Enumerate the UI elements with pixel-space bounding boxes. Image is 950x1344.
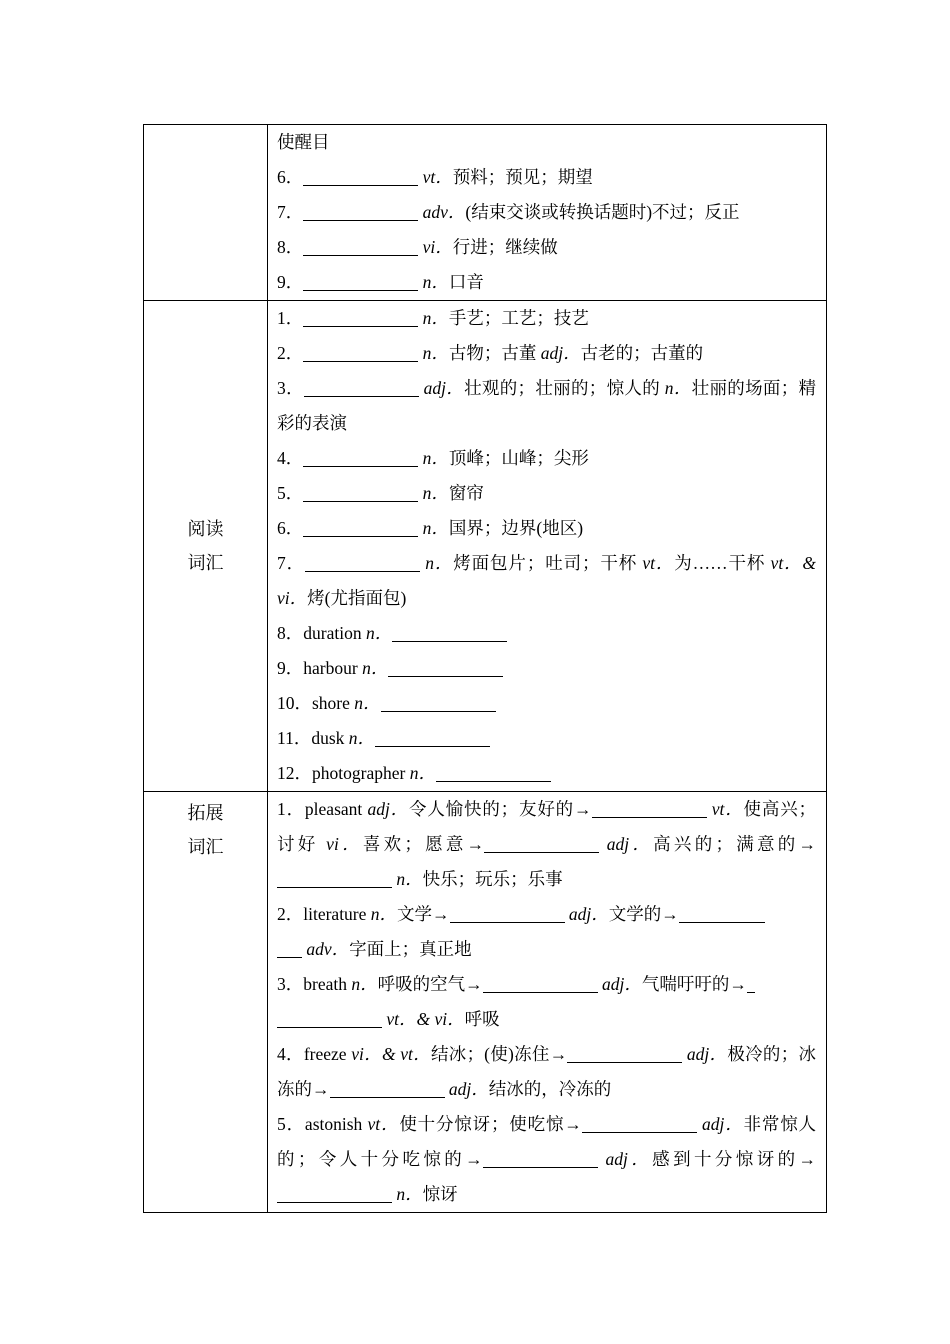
answer-blank[interactable] [450,902,565,922]
category-cell [144,125,268,301]
answer-blank[interactable] [303,235,418,255]
list-item: 9． n．口音 [277,272,484,292]
list-item: 1．pleasant adj．令人愉快的；友好的→ vt．使高兴；讨好 vi．喜欢；愿意→ adj．高兴的；满意的→ n．快乐；玩乐；乐事 [277,799,817,889]
list-item: 6． n．国界；边界(地区) [277,518,584,538]
answer-blank[interactable] [305,551,420,571]
answer-blank[interactable] [381,691,496,711]
answer-blank[interactable] [567,1042,682,1062]
list-item: 5． n．窗帘 [277,483,484,503]
list-item: 使醒目 [277,132,330,152]
list-item: 8． vi．行进；继续做 [277,237,558,257]
answer-blank[interactable] [303,306,418,326]
answer-blank[interactable] [277,937,302,957]
list-item: 10．shore n． [277,686,816,721]
list-item: 12．photographer n． [277,756,816,791]
list-item: 3．breath n．呼吸的空气→ adj．气喘吁吁的→ vt．& vi．呼吸 [277,967,816,1037]
table-row [144,125,827,301]
answer-blank[interactable] [483,972,598,992]
answer-blank[interactable] [303,341,418,361]
list-item: 1． n．手艺；工艺；技艺 [277,308,589,328]
answer-blank[interactable] [388,656,503,676]
list-item: 4． n．顶峰；山峰；尖形 [277,448,589,468]
list-item: 2．literature n．文学→ adj．文学的→ adv．字面上；真正地 [277,897,816,967]
answer-blank[interactable] [747,972,755,992]
list-item: 11．dusk n． [277,721,816,756]
category-label: 阅读 [187,519,224,539]
list-item: 3． adj．壮观的；壮丽的；惊人的 n．壮丽的场面；精彩的表演 [277,378,817,433]
vocabulary-table [143,124,827,1213]
list-item: 8．duration n． [277,616,816,651]
answer-blank[interactable] [375,726,490,746]
list-item: 7． adv．(结束交谈或转换话题时)不过；反正 [277,202,740,222]
answer-blank[interactable] [277,1007,382,1027]
answer-blank[interactable] [303,200,418,220]
table-row [144,301,827,792]
content-cell [268,792,827,1213]
list-item: 9．harbour n． [277,651,816,686]
table-row [144,792,827,1213]
answer-blank[interactable] [303,481,418,501]
answer-blank[interactable] [392,621,507,641]
list-item: 4．freeze vi．& vt．结冰；(使)冻住→ adj．极冷的；冰冻的→ adj．结冰的，冷冻的 [277,1044,817,1099]
answer-blank[interactable] [303,270,418,290]
answer-blank[interactable] [679,902,765,922]
answer-blank[interactable] [484,832,599,852]
category-label: 拓展 [187,803,224,823]
list-item: 5．astonish vt．使十分惊讶；使吃惊→ adj．非常惊人的；令人十分吃惊的→ adj．感到十分惊讶的→ n．惊讶 [277,1114,817,1204]
answer-blank[interactable] [582,1112,697,1132]
category-cell [144,792,268,1213]
answer-blank[interactable] [277,1182,392,1202]
list-item: 6． vt．预料；预见；期望 [277,167,593,187]
content-cell [268,125,827,301]
answer-blank[interactable] [592,797,707,817]
category-label: 词汇 [187,553,224,573]
content-cell [268,301,827,792]
answer-blank[interactable] [304,376,419,396]
category-label: 词汇 [187,837,224,857]
answer-blank[interactable] [303,516,418,536]
list-item: 2． n．古物；古董 adj．古老的；古董的 [277,343,704,363]
category-cell [144,301,268,792]
answer-blank[interactable] [303,165,418,185]
answer-blank[interactable] [436,761,551,781]
answer-blank[interactable] [483,1147,598,1167]
answer-blank[interactable] [330,1077,445,1097]
answer-blank[interactable] [303,446,418,466]
list-item: 7． n．烤面包片；吐司；干杯 vt．为……干杯 vt．& vi．烤(尤指面包) [277,553,817,608]
answer-blank[interactable] [277,867,392,887]
